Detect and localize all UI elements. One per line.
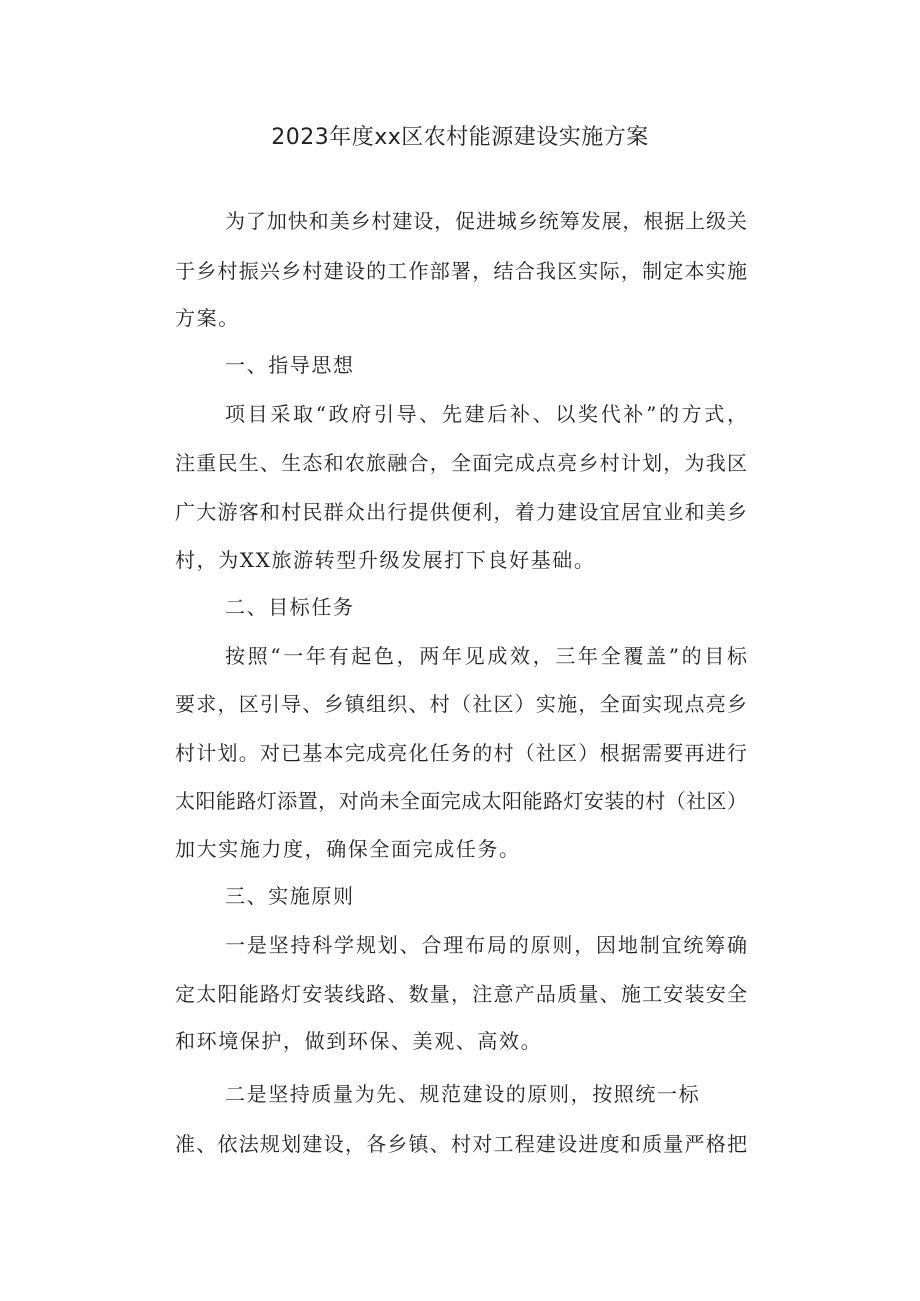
- paragraph-line: 按照“一年有起色，两年见成效，三年全覆盖”的目标: [225, 644, 747, 668]
- paragraph-line: 为了加快和美乡村建设，促进城乡统筹发展，根据上级关: [225, 209, 747, 233]
- paragraph-line: 项目采取“政府引导、先建后补、以奖代补”的方式，: [225, 402, 747, 426]
- paragraph-line: 加大实施力度，确保全面完成任务。: [175, 837, 521, 861]
- document-title: 2023年度xx区农村能源建设实施方案: [271, 125, 649, 150]
- paragraph-line: 太阳能路灯添置，对尚未全面完成太阳能路灯安装的村（社区）: [175, 789, 747, 813]
- paragraph-line: 村，为XX旅游转型升级发展打下良好基础。: [175, 548, 596, 572]
- paragraph-line: 准、依法规划建设，各乡镇、村对工程建设进度和质量严格把: [175, 1132, 747, 1156]
- paragraph-line: 于乡村振兴乡村建设的工作部署，结合我区实际，制定本实施: [175, 259, 747, 283]
- paragraph-line: 定太阳能路灯安装线路、数量，注意产品质量、施工安装安全: [175, 982, 747, 1006]
- section-heading: 二、目标任务: [225, 595, 355, 619]
- paragraph-line: 一是坚持科学规划、合理布局的原则，因地制宜统筹确: [225, 933, 747, 957]
- paragraph-line: 二是坚持质量为先、规范建设的原则，按照统一标: [225, 1082, 701, 1106]
- paragraph-line: 注重民生、生态和农旅融合，全面完成点亮乡村计划，为我区: [175, 451, 747, 475]
- section-heading: 一、指导思想: [225, 353, 355, 377]
- paragraph-line: 要求，区引导、乡镇组织、村（社区）实施，全面实现点亮乡: [175, 692, 747, 716]
- paragraph-line: 村计划。对已基本完成亮化任务的村（社区）根据需要再进行: [175, 741, 747, 765]
- section-heading: 三、实施原则: [225, 884, 355, 908]
- paragraph-line: 方案。: [175, 306, 240, 330]
- paragraph-line: 广大游客和村民群众出行提供便利，着力建设宜居宜业和美乡: [175, 500, 747, 524]
- paragraph-line: 和环境保护，做到环保、美观、高效。: [175, 1029, 543, 1053]
